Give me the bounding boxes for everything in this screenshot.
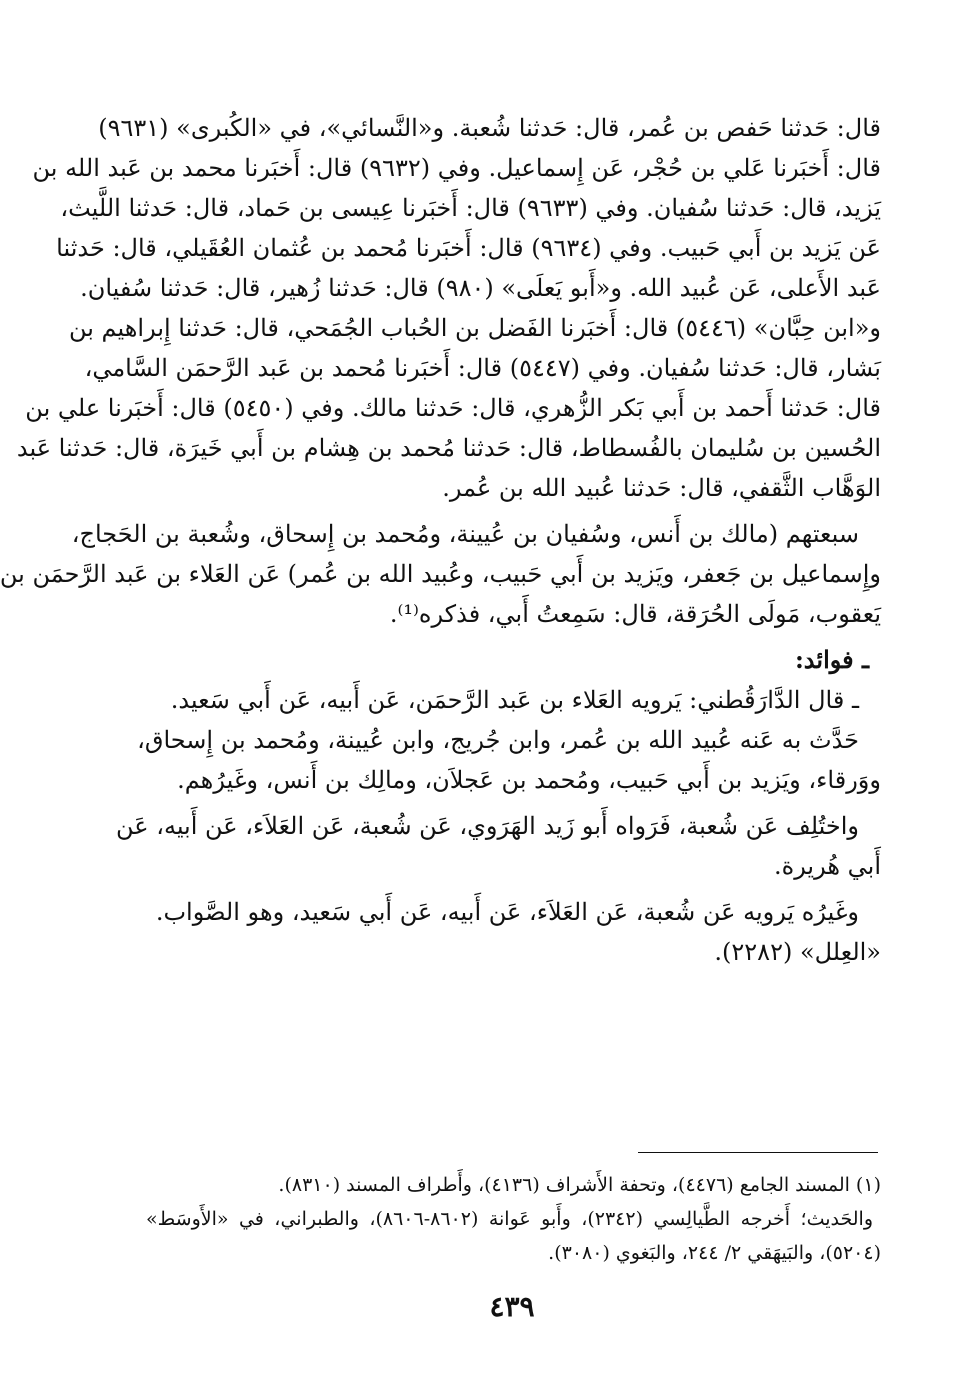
text-line: أَبي هُريرة. <box>773 852 881 880</box>
text-line: يَعقوب، مَولَى الحُرَقة، قال: سَمِعتُ أَبي، فذكره⁽¹⁾. <box>389 600 881 628</box>
text-line: الحُسين بن سُليمان بالفُسطاط، قال: حَدثنا مُحمد بن هِشام بن أَبي خَيرَة، قال: حَدثنا عَبد <box>16 434 881 462</box>
footnote-line: (٥٢٠٤)، والبَيهَقي ٢/ ٢٤٤، والبَغوي (٣٠٨٠). <box>548 1242 881 1264</box>
page-number: ٤٣٩ <box>489 1290 535 1323</box>
text-line: سبعتهم (مالك بن أَنس، وسُفيان بن عُيينة، ومُحمد بن إِسحاق، وشُعبة بن الحَجاج، <box>71 520 859 548</box>
text-line: عَبد الأَعلى، عَن عُبيد الله. و«أَبو يَعلَى» (٩٨٠) قال: حَدثنا زُهير، قال: حَدثنا سُفيان. <box>80 274 881 302</box>
footnotes <box>146 1168 881 1270</box>
footnote-line: (١) المسند الجامع (٤٤٧٦)، وتحفة الأَشراف (٤١٣٦)، وأَطراف المسند (٨٣١٠). <box>278 1174 881 1196</box>
main-text <box>0 108 881 972</box>
text-line: و«ابن حِبَّان» (٥٤٤٦) قال: أَخبَرنا الفَضل بن الحُباب الجُمَحي، قال: حَدثنا إِبراهيم بن <box>68 314 881 342</box>
footnote-line: والحَديث؛ أَخرجه الطَّيالِسي (٢٣٤٢)، وأَبو عَوانة (٨٦٠٢-٨٦٠٦)، والطبراني، في «الأَوسَط» <box>146 1208 873 1230</box>
text-line: ووَرقاء، ويَزيد بن أَبي حَبيب، ومُحمد بن عَجلاَن، ومالِك بن أَنس، وغَيرُهم. <box>177 766 881 794</box>
text-line: عَن يَزيد بن أَبي حَبيب. وفي (٩٦٣٤) قال: أَخبَرنا مُحمد بن عُثمان العُقَيلي، قال: حَدثنا <box>56 234 881 262</box>
text-line: ـ قال الدَّارَقُطني: يَرويه العَلاء بن عَبد الرَّحمَن، عَن أَبيه، عَن أَبي سَعيد. <box>170 686 859 714</box>
text-line: قال: أَخبَرنا عَلي بن حُجْر، عَن إِسماعيل. وفي (٩٦٣٢) قال: أَخبَرنا محمد بن عَبد الله بن <box>32 154 881 182</box>
section-heading: ـ فوائد: <box>794 645 869 674</box>
text-line: وغَيرُه يَرويه عَن شُعبة، عَن العَلاَء، عَن أَبيه، عَن أَبي سَعيد، وهو الصَّواب. <box>155 898 859 926</box>
text-line: واختُلِف عَن شُعبة، فَرَواه أَبو زَيد الهَرَوي، عَن شُعبة، عَن العَلاَء، عَن أَبيه، عَن <box>115 812 859 840</box>
text-line: قال: حَدثنا حَفص بن عُمر، قال: حَدثنا شُعبة. و«النَّسائي»، في «الكُبرى» (٩٦٣١) <box>98 114 881 142</box>
text-line: وإِسماعيل بن جَعفر، ويَزيد بن أَبي حَبيب، وعُبيد الله بن عُمر) عَن العَلاء بن عَبد الرَّحمَن بن <box>0 560 881 588</box>
text-line: الوَهَّاب الثَّقفي، قال: حَدثنا عُبيد الله بن عُمر. <box>442 474 881 502</box>
text-line: يَزيد، قال: حَدثنا سُفيان. وفي (٩٦٣٣) قال: أَخبَرنا عِيسى بن حَماد، قال: حَدثنا اللَّيث، <box>60 194 881 222</box>
text-line: «العِلل» (٢٢٨٢). <box>714 938 881 966</box>
text-line: بَشار، قال: حَدثنا سُفيان. وفي (٥٤٤٧) قال: أَخبَرنا مُحمد بن عَبد الرَّحمَن السَّامي، <box>84 354 881 382</box>
footnote-divider <box>638 1152 878 1153</box>
text-line: حَدَّث به عَنه عُبيد الله بن عُمر، وابن جُريج، وابن عُيينة، ومُحمد بن إِسحاق، <box>137 726 859 754</box>
text-line: قال: حَدثنا أَحمد بن أَبي بَكر الزُّهري، قال: حَدثنا مالك. وفي (٥٤٥٠) قال: أَخبَرنا علي بن <box>25 394 881 422</box>
